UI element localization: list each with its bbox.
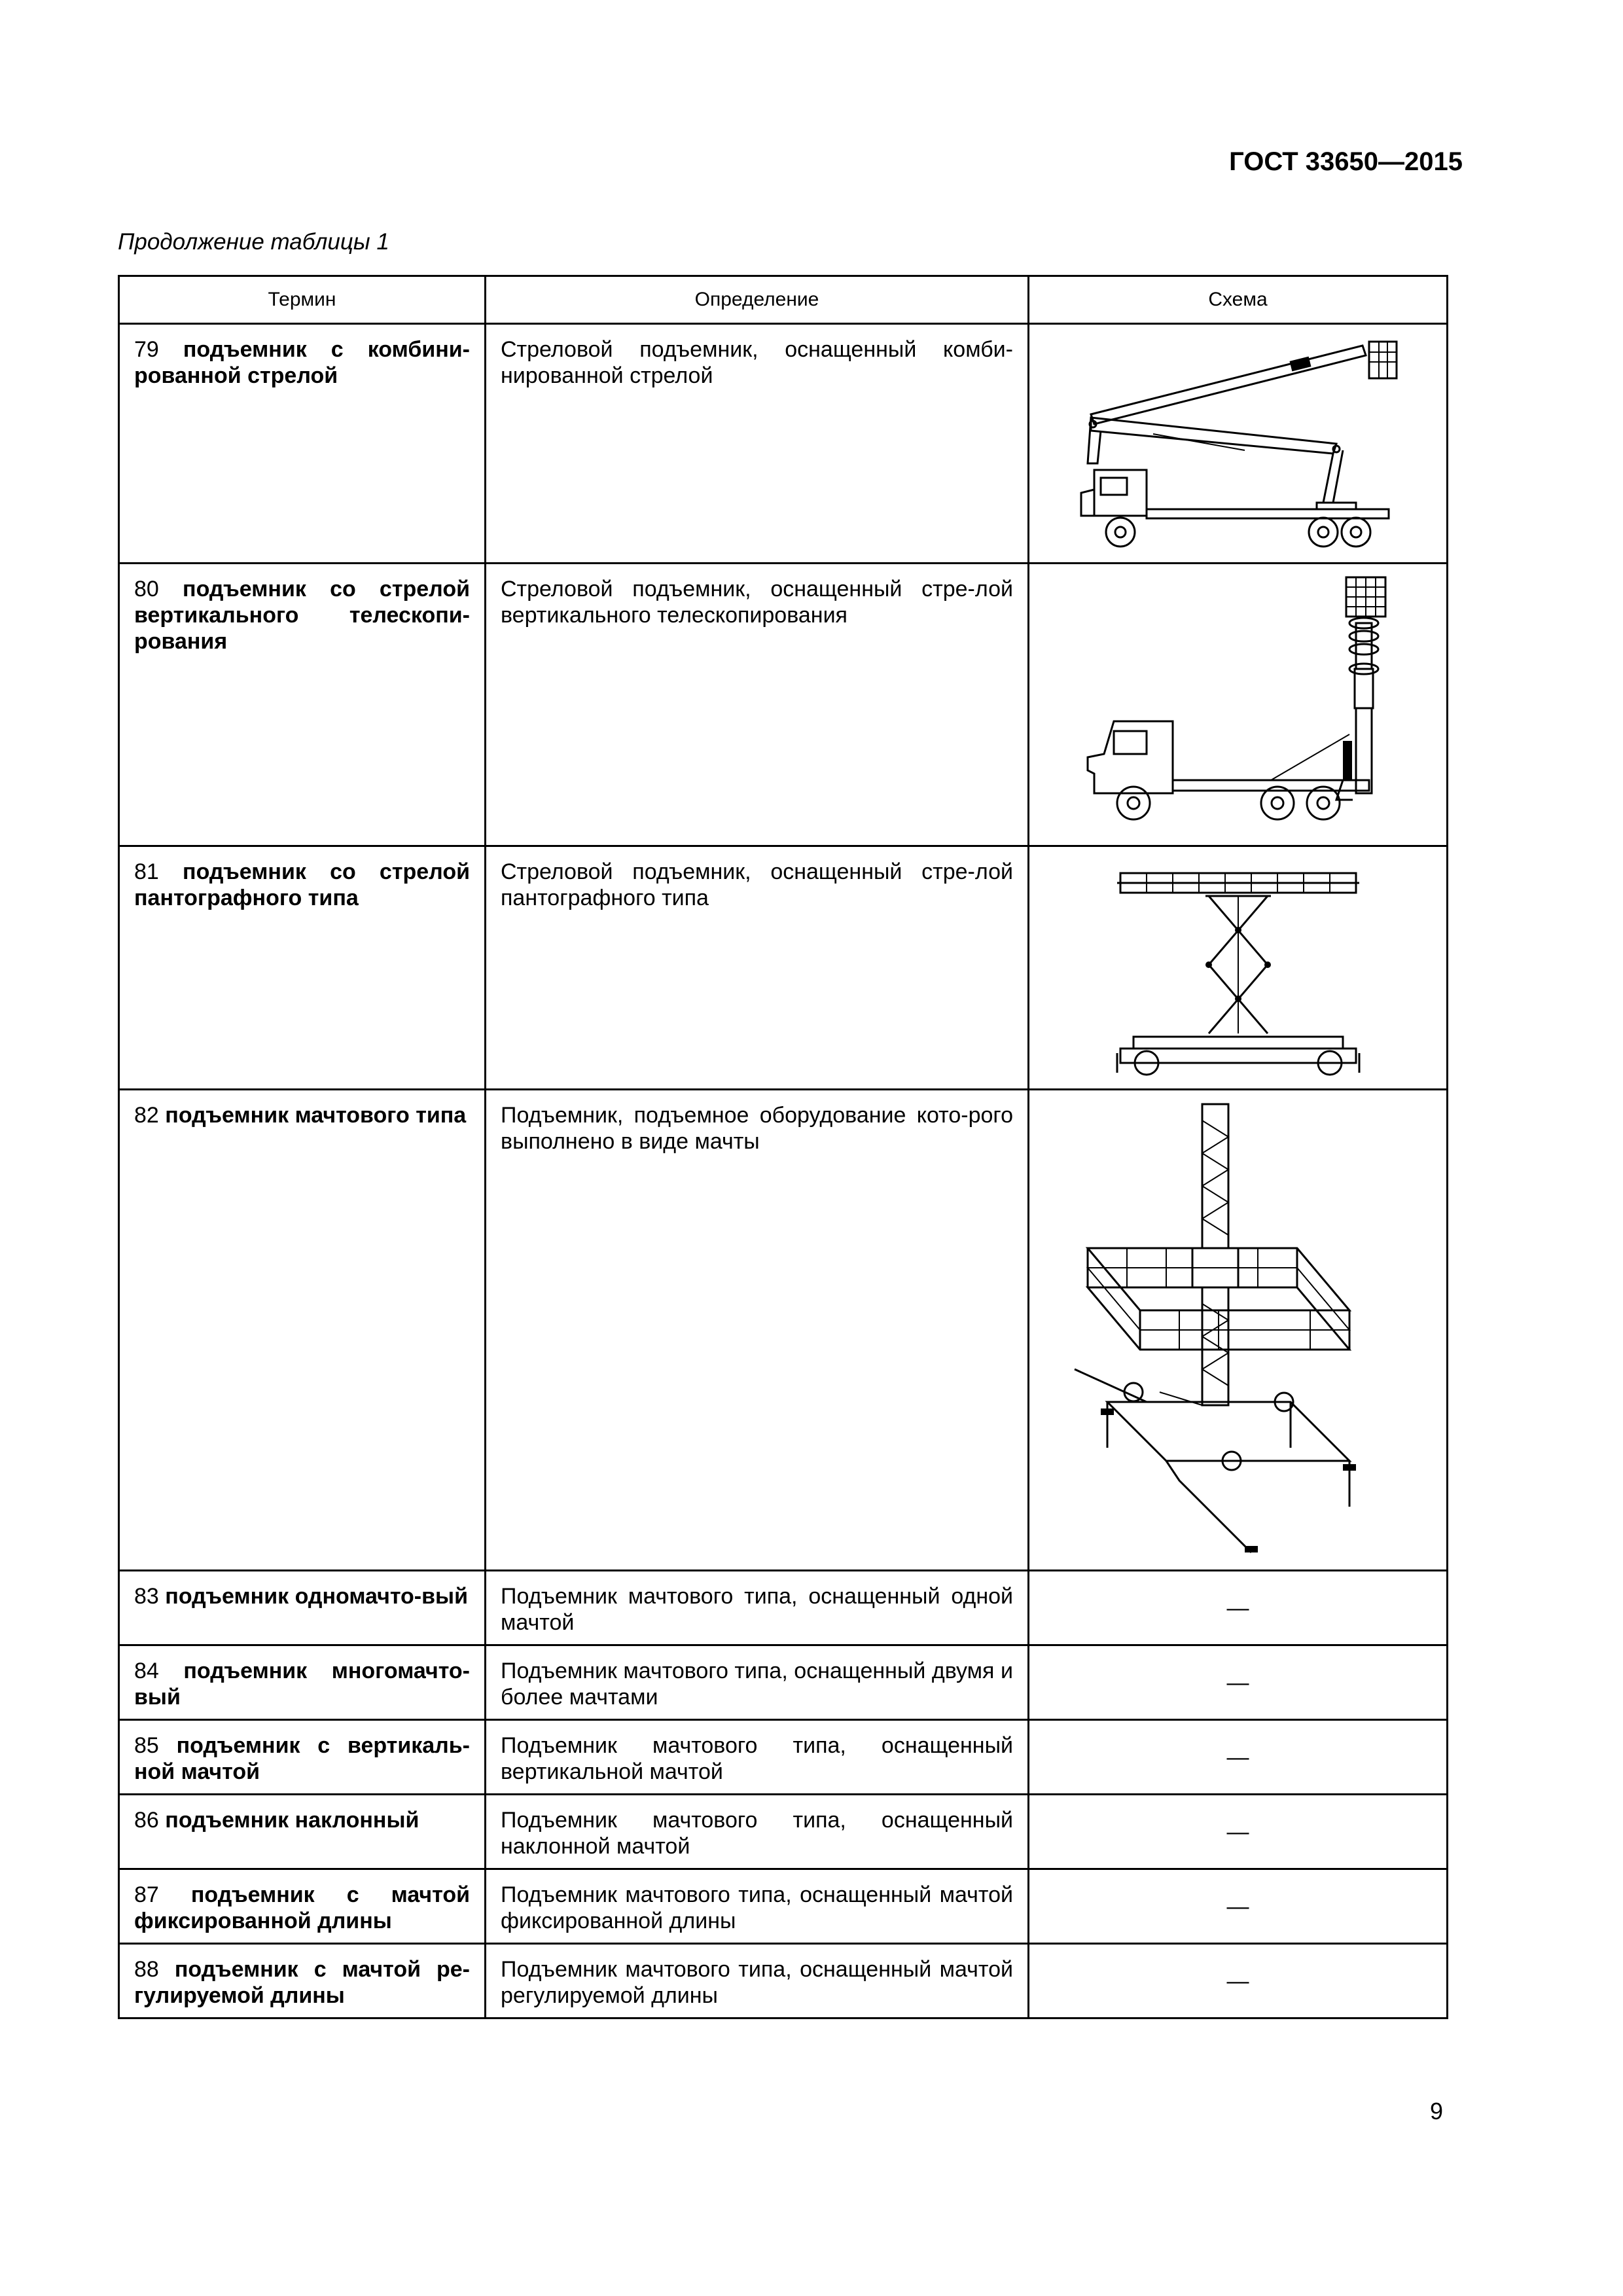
term-text: подъемник со стрелой пантографного типа bbox=[134, 859, 470, 910]
term-cell bbox=[119, 1720, 486, 1795]
definition-cell: Стреловой подъемник, оснащенный комби-нированной стрелой bbox=[486, 324, 1029, 564]
table-row bbox=[119, 1090, 1448, 1571]
term-cell bbox=[119, 324, 486, 564]
scheme-cell: — bbox=[1029, 1571, 1448, 1645]
mast-lift-icon bbox=[1061, 1094, 1415, 1566]
page-number: 9 bbox=[1429, 2098, 1443, 2125]
scheme-cell bbox=[1029, 846, 1448, 1090]
term-text: подъемник со стрелой вертикального телескопи-рования bbox=[134, 577, 470, 654]
definition-cell: Подъемник мачтового типа, оснащенный наклонной мачтой bbox=[486, 1795, 1029, 1869]
table-row bbox=[119, 1869, 1448, 1944]
table-row bbox=[119, 324, 1448, 564]
term-text: подъемник с вертикаль-ной мачтой bbox=[134, 1733, 470, 1784]
term-number: 80 bbox=[134, 577, 159, 601]
definition-cell: Подъемник, подъемное оборудование кото-рого выполнено в виде мачты bbox=[486, 1090, 1029, 1571]
term-cell bbox=[119, 1571, 486, 1645]
term-number: 82 bbox=[134, 1103, 159, 1128]
scheme-cell: — bbox=[1029, 1720, 1448, 1795]
term-cell bbox=[119, 1869, 486, 1944]
term-text: подъемник с мачтой фиксированной длины bbox=[134, 1882, 470, 1933]
definition-cell: Подъемник мачтового типа, оснащенный двумя и более мачтами bbox=[486, 1645, 1029, 1720]
definition-cell: Стреловой подъемник, оснащенный стре-лой вертикального телескопирования bbox=[486, 564, 1029, 846]
vertical-telescopic-lift-icon bbox=[1075, 571, 1402, 839]
term-text: подъемник одномачто-вый bbox=[165, 1584, 468, 1609]
term-text: подъемник с мачтой ре-гулируемой длины bbox=[134, 1957, 470, 2008]
definition-cell: Подъемник мачтового типа, оснащенный мачтой регулируемой длины bbox=[486, 1944, 1029, 2018]
term-number: 79 bbox=[134, 337, 159, 362]
table-caption: Продолжение таблицы 1 bbox=[118, 229, 389, 255]
term-cell bbox=[119, 1090, 486, 1571]
document-code: ГОСТ 33650—2015 bbox=[1229, 147, 1463, 176]
scheme-cell bbox=[1029, 1090, 1448, 1571]
table-row bbox=[119, 1944, 1448, 2018]
term-cell bbox=[119, 1645, 486, 1720]
definition-cell: Подъемник мачтового типа, оснащенный вертикальной мачтой bbox=[486, 1720, 1029, 1795]
scheme-cell: — bbox=[1029, 1944, 1448, 2018]
table-row bbox=[119, 1795, 1448, 1869]
table-row bbox=[119, 564, 1448, 846]
table-row bbox=[119, 846, 1448, 1090]
pantograph-lift-icon bbox=[1107, 853, 1369, 1083]
term-number: 81 bbox=[134, 859, 159, 884]
term-cell bbox=[119, 1795, 486, 1869]
term-number: 88 bbox=[134, 1957, 159, 1982]
combined-boom-lift-icon bbox=[1075, 332, 1402, 555]
column-header-definition: Определение bbox=[486, 276, 1029, 324]
column-header-term: Термин bbox=[119, 276, 486, 324]
table-header-row bbox=[119, 276, 1448, 324]
definition-cell: Подъемник мачтового типа, оснащенный одной мачтой bbox=[486, 1571, 1029, 1645]
term-cell bbox=[119, 564, 486, 846]
table-row bbox=[119, 1571, 1448, 1645]
column-header-scheme: Схема bbox=[1029, 276, 1448, 324]
term-number: 84 bbox=[134, 1659, 159, 1683]
definition-cell: Стреловой подъемник, оснащенный стре-лой пантографного типа bbox=[486, 846, 1029, 1090]
table-row bbox=[119, 1720, 1448, 1795]
term-text: подъемник с комбини-рованной стрелой bbox=[134, 337, 470, 388]
table-row bbox=[119, 1645, 1448, 1720]
scheme-cell bbox=[1029, 564, 1448, 846]
term-cell bbox=[119, 1944, 486, 2018]
term-cell bbox=[119, 846, 486, 1090]
scheme-cell: — bbox=[1029, 1795, 1448, 1869]
term-number: 86 bbox=[134, 1808, 159, 1833]
definition-cell: Подъемник мачтового типа, оснащенный мачтой фиксированной длины bbox=[486, 1869, 1029, 1944]
term-text: подъемник многомачто-вый bbox=[134, 1659, 471, 1710]
scheme-cell: — bbox=[1029, 1645, 1448, 1720]
scheme-cell bbox=[1029, 324, 1448, 564]
term-number: 85 bbox=[134, 1733, 159, 1758]
term-text: подъемник наклонный bbox=[165, 1808, 419, 1833]
term-number: 87 bbox=[134, 1882, 159, 1907]
term-text: подъемник мачтового типа bbox=[165, 1103, 467, 1128]
term-number: 83 bbox=[134, 1584, 159, 1609]
scheme-cell: — bbox=[1029, 1869, 1448, 1944]
terms-table bbox=[118, 275, 1448, 2019]
